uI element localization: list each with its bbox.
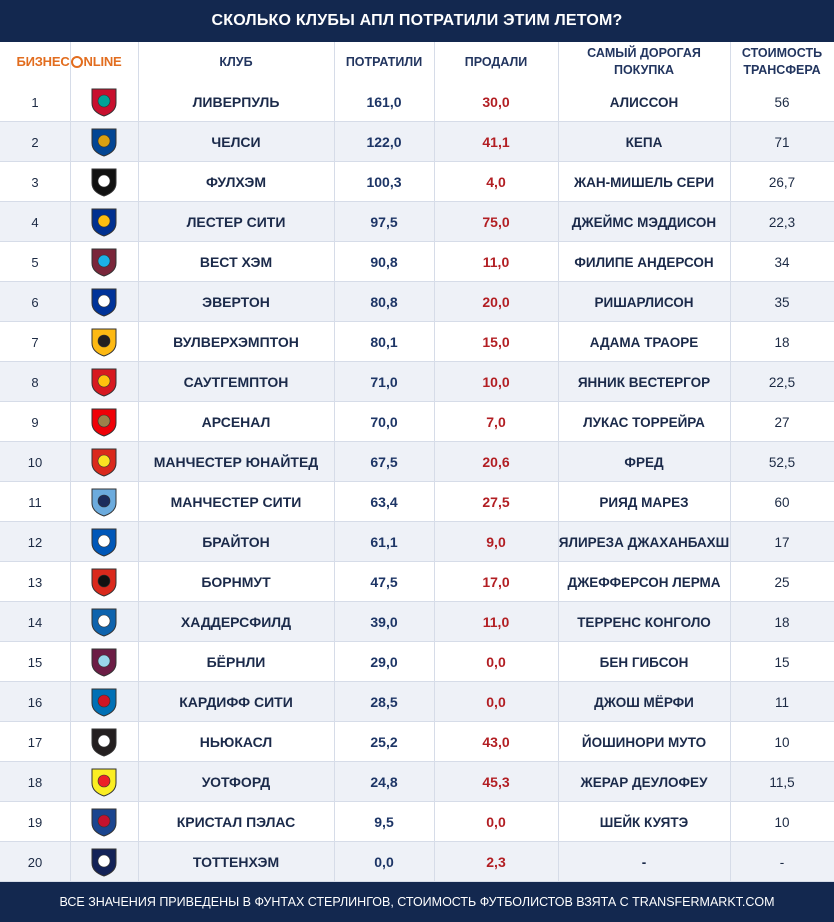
rank-cell: 9 [31,414,39,430]
logo-text-part2: NLINE [83,54,122,70]
table-row [0,442,834,482]
transfer-fee-value: 27 [774,414,790,430]
top-purchase-name: РИШАРЛИСОН [594,294,694,310]
table-row [0,722,834,762]
southampton-crest-icon [87,365,121,399]
transfer-fee-value: - [779,854,785,870]
club-name: БОРНМУТ [201,574,271,590]
top-purchase-name: КЕПА [625,134,663,150]
transfer-fee-value: 26,7 [768,174,796,190]
rank-cell: 14 [27,614,43,630]
header-transfer-fee-line1: СТОИМОСТЬ [741,46,823,61]
bournemouth-crest-icon [87,565,121,599]
header-club: КЛУБ [219,54,253,69]
rank-cell: 15 [27,654,43,670]
sold-value: 27,5 [482,494,510,510]
club-name: АРСЕНАЛ [201,414,271,430]
club-name: КРИСТАЛ ПЭЛАС [176,814,296,830]
column-divider [558,42,559,882]
transfer-fee-value: 52,5 [768,454,796,470]
header-top-purchase [558,42,730,82]
spent-value: 25,2 [370,734,398,750]
top-purchase-name: ЙОШИНОРИ МУТО [581,734,707,750]
sold-value: 2,3 [486,854,506,870]
sold-value: 4,0 [486,174,506,190]
table-row [0,762,834,802]
column-divider [730,42,731,882]
table-row [0,602,834,642]
rank-cell: 16 [27,694,43,710]
rank-cell: 10 [27,454,43,470]
rank-cell: 17 [27,734,43,750]
rank-cell: 18 [27,774,43,790]
sold-value: 20,0 [482,294,510,310]
column-divider [334,42,335,882]
top-purchase-name: РИЯД МАРЕЗ [599,494,689,510]
transfer-fee-value: 60 [774,494,790,510]
sold-value: 45,3 [482,774,510,790]
column-divider [434,42,435,882]
crest-cell [70,242,138,282]
transfer-fee-value: 25 [774,574,790,590]
spent-value: 80,1 [370,334,398,350]
spent-value: 24,8 [370,774,398,790]
west-ham-crest-icon [87,245,121,279]
spent-value: 122,0 [366,134,402,150]
liverpool-crest-icon [87,85,121,119]
club-name: САУТГЕМПТОН [183,374,289,390]
watford-crest-icon [87,765,121,799]
logo-text-part1: БИЗНЕС [16,54,70,70]
table-row [0,242,834,282]
club-name: ВУЛВЕРХЭМПТОН [173,334,299,350]
transfer-fee-value: 22,5 [768,374,796,390]
crest-cell [70,322,138,362]
crest-cell [70,762,138,802]
column-divider [138,42,139,882]
table-row [0,682,834,722]
chelsea-crest-icon [87,125,121,159]
leicester-crest-icon [87,205,121,239]
transfer-fee-value: 17 [774,534,790,550]
top-purchase-name: ЯЛИРЕЗА ДЖАХАНБАХШ [558,534,730,550]
table-header [0,42,834,83]
header-transfer-fee [730,42,834,82]
spent-value: 61,1 [370,534,398,550]
top-purchase-name: ДЖЕЙМС МЭДДИСОН [571,214,717,230]
table-row [0,562,834,602]
top-purchase-name: ДЖЕФФЕРСОН ЛЕРМА [567,574,721,590]
transfer-fee-value: 18 [774,614,790,630]
spent-value: 47,5 [370,574,398,590]
crest-cell [70,402,138,442]
table-row [0,842,834,882]
header-top-purchase-line1: САМЫЙ ДОРОГАЯ [587,46,701,61]
transfer-fee-value: 10 [774,734,790,750]
tottenham-crest-icon [87,845,121,879]
top-purchase-name: ТЕРРЕНС КОНГОЛО [577,614,711,630]
club-name: ТОТТЕНХЭМ [192,854,280,870]
table-row [0,482,834,522]
crest-cell [70,482,138,522]
sold-value: 43,0 [482,734,510,750]
crest-cell [70,642,138,682]
top-purchase-name: ЯННИК ВЕСТЕРГОР [577,374,711,390]
table-row [0,362,834,402]
rank-cell: 19 [27,814,43,830]
spent-value: 97,5 [370,214,398,230]
club-name: ЛИВЕРПУЛЬ [192,94,280,110]
spent-value: 29,0 [370,654,398,670]
crest-cell [70,442,138,482]
transfer-fee-value: 22,3 [768,214,796,230]
sold-value: 30,0 [482,94,510,110]
rank-cell: 7 [31,334,39,350]
footer-note: ВСЕ ЗНАЧЕНИЯ ПРИВЕДЕНЫ В ФУНТАХ СТЕРЛИНГОВ, СТОИМОСТЬ ФУТБОЛИСТОВ ВЗЯТА С TRANSFERMARKT.COM [0,882,834,922]
club-name: МАНЧЕСТЕР СИТИ [170,494,302,510]
transfer-fee-value: 71 [774,134,790,150]
crystal-palace-crest-icon [87,805,121,839]
spent-value: 67,5 [370,454,398,470]
table-row [0,322,834,362]
table-row [0,122,834,162]
top-purchase-name: ФРЕД [624,454,664,470]
club-name: ФУЛХЭМ [205,174,267,190]
transfer-fee-value: 10 [774,814,790,830]
sold-value: 0,0 [486,694,506,710]
club-name: ЧЕЛСИ [211,134,261,150]
club-name: УОТФОРД [201,774,271,790]
transfer-fee-value: 15 [774,654,790,670]
rank-cell: 20 [27,854,43,870]
spent-value: 90,8 [370,254,398,270]
newcastle-crest-icon [87,725,121,759]
transfer-fee-value: 11 [774,694,789,710]
crest-cell [70,842,138,882]
rank-cell: 12 [27,534,43,550]
top-purchase-name: ШЕЙК КУЯТЭ [599,814,689,830]
logo-ring-icon [71,56,83,68]
sold-value: 15,0 [482,334,510,350]
rank-cell: 1 [31,94,39,110]
wolves-crest-icon [87,325,121,359]
sold-value: 17,0 [482,574,510,590]
spent-value: 0,0 [374,854,394,870]
club-name: МАНЧЕСТЕР ЮНАЙТЕД [153,454,319,470]
club-name: НЬЮКАСЛ [199,734,273,750]
sold-value: 11,0 [482,254,510,270]
sold-value: 11,0 [482,614,510,630]
table-row [0,162,834,202]
fulham-crest-icon [87,165,121,199]
huddersfield-crest-icon [87,605,121,639]
sold-value: 20,6 [482,454,510,470]
header-top-purchase-line2: ПОКУПКА [613,63,675,77]
rank-cell: 4 [31,214,39,230]
club-name: БРАЙТОН [202,534,270,550]
everton-crest-icon [87,285,121,319]
man-city-crest-icon [87,485,121,519]
page-title: СКОЛЬКО КЛУБЫ АПЛ ПОТРАТИЛИ ЭТИМ ЛЕТОМ? [0,0,834,42]
table-row [0,82,834,122]
rank-cell: 6 [31,294,39,310]
top-purchase-name: АДАМА ТРАОРЕ [589,334,699,350]
spent-value: 80,8 [370,294,398,310]
top-purchase-name: ДЖОШ МЁРФИ [594,694,694,710]
transfer-fee-value: 56 [774,94,790,110]
club-name: ХАДДЕРСФИЛД [180,614,292,630]
top-purchase-name: ЖАН-МИШЕЛЬ СЕРИ [573,174,715,190]
rank-cell: 11 [28,494,42,510]
club-name: КАРДИФФ СИТИ [179,694,293,710]
crest-cell [70,522,138,562]
club-name: ВЕСТ ХЭМ [199,254,273,270]
transfer-fee-value: 11,5 [769,774,795,790]
rank-cell: 5 [31,254,39,270]
rank-cell: 2 [31,134,39,150]
spent-value: 39,0 [370,614,398,630]
man-united-crest-icon [87,445,121,479]
arsenal-crest-icon [87,405,121,439]
spent-value: 71,0 [370,374,398,390]
cardiff-crest-icon [87,685,121,719]
top-purchase-name: БЕН ГИБСОН [599,654,689,670]
table-row [0,282,834,322]
sold-value: 41,1 [482,134,510,150]
header-transfer-fee-line2: ТРАНСФЕРА [743,63,821,77]
sold-value: 0,0 [486,814,506,830]
top-purchase-name: АЛИССОН [609,94,679,110]
sold-value: 0,0 [486,654,506,670]
table-row [0,802,834,842]
top-purchase-name: ЛУКАС ТОРРЕЙРА [583,414,705,430]
rank-cell: 3 [31,174,39,190]
table-row [0,522,834,562]
table-row [0,642,834,682]
crest-cell [70,562,138,602]
sold-value: 7,0 [486,414,506,430]
brighton-crest-icon [87,525,121,559]
sold-value: 9,0 [486,534,506,550]
crest-cell [70,362,138,402]
column-divider [70,42,71,882]
top-purchase-name: - [641,854,647,870]
spent-value: 70,0 [370,414,398,430]
spent-value: 63,4 [370,494,398,510]
transfer-fee-value: 35 [774,294,790,310]
header-spent: ПОТРАТИЛИ [345,54,423,69]
top-purchase-name: ФИЛИПЕ АНДЕРСОН [574,254,714,270]
transfer-fee-value: 34 [774,254,790,270]
brand-logo [0,42,138,82]
spent-value: 9,5 [374,814,394,830]
spent-value: 28,5 [370,694,398,710]
club-name: БЁРНЛИ [206,654,266,670]
rank-cell: 13 [27,574,43,590]
crest-cell [70,802,138,842]
crest-cell [70,122,138,162]
table-row [0,402,834,442]
crest-cell [70,602,138,642]
spent-value: 161,0 [366,94,402,110]
burnley-crest-icon [87,645,121,679]
table-row [0,202,834,242]
crest-cell [70,722,138,762]
sold-value: 10,0 [482,374,510,390]
transfer-fee-value: 18 [774,334,790,350]
header-sold: ПРОДАЛИ [464,54,528,69]
sold-value: 75,0 [482,214,510,230]
club-name: ЭВЕРТОН [202,294,270,310]
crest-cell [70,202,138,242]
crest-cell [70,282,138,322]
rank-cell: 8 [31,374,39,390]
crest-cell [70,162,138,202]
club-name: ЛЕСТЕР СИТИ [186,214,286,230]
crest-cell [70,82,138,122]
crest-cell [70,682,138,722]
top-purchase-name: ЖЕРАР ДЕУЛОФЕУ [580,774,708,790]
spent-value: 100,3 [366,174,402,190]
